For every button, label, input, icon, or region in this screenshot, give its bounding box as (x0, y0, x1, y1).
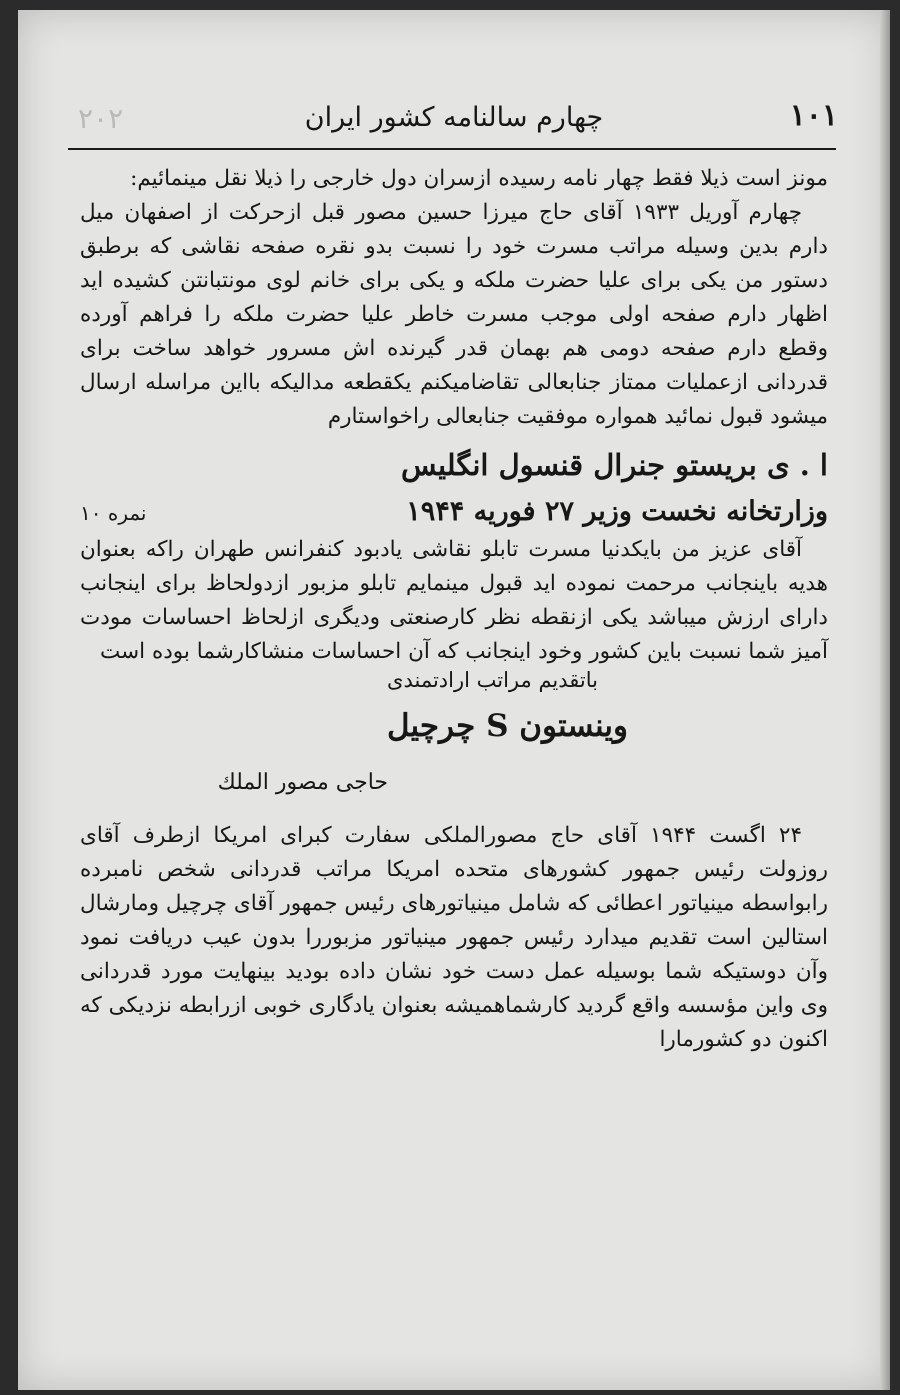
page-header (58, 90, 850, 150)
ministry-heading-row (80, 496, 828, 527)
letter-roosevelt: ۲۴ اگست ۱۹۴۴ آقای حاج مصورالملکی سفارت کبرای امریکا ازطرف آقای روزولت رئیس جمهور کشورهای متحده امریکا مراتب قدردانی شخص نامبرده رابواسطه مینیاتور اعطائی که شامل مینیاتورهای رئیس جمهور آقای چرچیل ومارشال استالین است تقدیم میدارد رئیس جمهور مینیاتور مزبوررا بدون عیب دریافت نمود وآن دوستیکه شما بوسیله عمل دست خود نشان داده بودید بینهایت مورد قدردانی وی واین مؤسسه واقع گردید کارشماهمیشه بعنوان یادگاری خوبی ازرابطه نزدیکی که اکنون دو کشورمارا (80, 823, 828, 1052)
addressee-name: حاجی مصور الملك (217, 770, 388, 795)
letter-number: نمره ۱۰ (80, 501, 147, 525)
signature-bristow: ا . ی بریستو جنرال قنسول انگلیس (401, 448, 828, 482)
letter-churchill: آقای عزیز من بایکدنیا مسرت تابلو نقاشی یادبود کنفرانس طهران راکه بعنوان هدیه باینجانب مرحمت نموده اید قبول مینمایم تابلو مزبور ازدولحاظ برای اینجانب دارای ارزش میباشد یکی ازنقطه نظر کارصنعتی ودیگری ازلحاظ احساسات مودت آمیز شما نسبت باین کشور وخود اینجانب که آن احساسات منشاکارشما بوده است (80, 537, 828, 664)
header-rule (68, 148, 836, 150)
running-title: چهارم سالنامه کشور ایران (304, 102, 604, 133)
faint-page-number: ۲۰۲ (78, 102, 124, 135)
page-binding-edge (880, 10, 890, 1390)
page-body (80, 162, 828, 1057)
signature-churchill: وینستون S چرچیل (387, 708, 628, 744)
closing-line: باتقدیم مراتب ارادتمندی (387, 668, 598, 692)
page-number: ۱۰۱ (789, 98, 838, 133)
ministry-heading: وزارتخانه نخست وزیر ۲۷ فوریه ۱۹۴۴ (406, 496, 828, 527)
letter-bristow: چهارم آوریل ۱۹۳۳ آقای حاج میرزا حسین مصور قبل ازحرکت از اصفهان میل دارم بدین وسیله مراتب مسرت خود را نسبت بدو نقره صفحه نقاشی که برطبق دستور من یکی برای علیا حضرت ملکه و یکی برای خانم لوی مونتبانتن کشیده اید اظهار دارم صفحه اولی موجب مسرت خاطر علیا حضرت ملکه را فراهم آورده وقطع دارم صفحه دومی هم بهمان قدر گیرنده اش مسرور خواهد ساخت برای قدردانی ازعملیات ممتاز جنابعالی تقاضامیکنم یکقطعه مدالیکه بااین مراسله ارسال میشود قبول نمائید همواره موفقیت جنابعالی راخواستارم (80, 200, 828, 429)
book-page (18, 10, 890, 1390)
intro-paragraph: مونز است ذیلا فقط چهار نامه رسیده ازسران دول خارجی را ذیلا نقل مینمائیم: (130, 166, 828, 191)
